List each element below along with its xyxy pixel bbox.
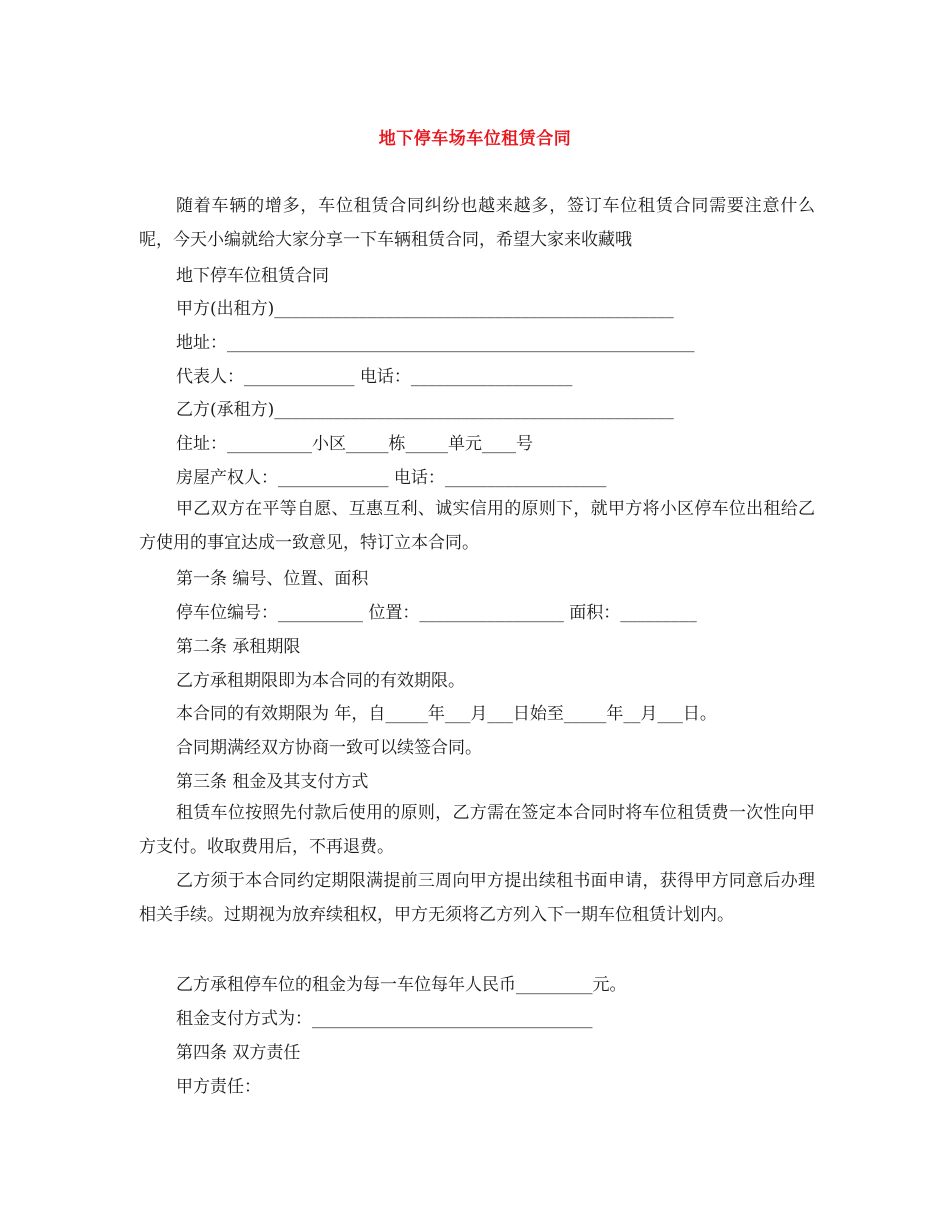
address-field: 地址：_______________________________________________________ [176,333,695,353]
rent-amount-line: 乙方承租停车位的租金为每一车位每年人民币_________元。 [176,975,627,995]
residence-field: 住址：__________小区_____栋_____单元____号 [176,434,533,454]
payment-paragraph: 租赁车位按照先付款后使用的原则，乙方需在签定本合同时将车位租赁费一次性向甲方支付。收取费用后，不再退费。 [139,803,815,857]
party-a-field: 甲方(出租方)_______________________________________________ [176,299,674,319]
term-line-3: 合同期满经双方协商一致可以续签合同。 [176,738,482,758]
contract-heading: 地下停车位租赁合同 [176,266,329,286]
article-1-heading: 第一条 编号、位置、面积 [176,569,369,589]
article-1-fields: 停车位编号：__________ 位置：_________________ 面积：_________ [176,603,697,623]
renewal-paragraph: 乙方须于本合同约定期限满提前三周向甲方提出续租书面申请，获得甲方同意后办理相关手续。过期视为放弃续租权，甲方无须将乙方列入下一期车位租赁计划内。 [139,871,815,925]
term-line-2: 本合同的有效期限为 年，自_____年___月___日始至_____年__月___日。 [176,704,717,724]
principle-paragraph: 甲乙双方在平等自愿、互惠互利、诚实信用的原则下，就甲方将小区停车位出租给乙方使用的事宜达成一致意见，特订立本合同。 [139,499,815,553]
article-2-heading: 第二条 承租期限 [176,637,301,657]
article-4-heading: 第四条 双方责任 [176,1043,301,1063]
party-a-duty-heading: 甲方责任： [176,1077,261,1097]
article-3-heading: 第三条 租金及其支付方式 [176,772,369,792]
term-line-1: 乙方承租期限即为本合同的有效期限。 [176,671,465,691]
owner-field: 房屋产权人：_____________ 电话：___________________ [176,468,607,488]
representative-field: 代表人：_____________ 电话：___________________ [176,367,573,387]
payment-method-line: 租金支付方式为：_________________________________ [176,1009,593,1029]
document-title: 地下停车场车位租赁合同 [378,129,572,149]
intro-paragraph: 随着车辆的增多，车位租赁合同纠纷也越来越多，签订车位租赁合同需要注意什么呢，今天小编就给大家分享一下车辆租赁合同，希望大家来收藏哦 [139,196,815,250]
party-b-field: 乙方(承租方)_______________________________________________ [176,400,674,420]
